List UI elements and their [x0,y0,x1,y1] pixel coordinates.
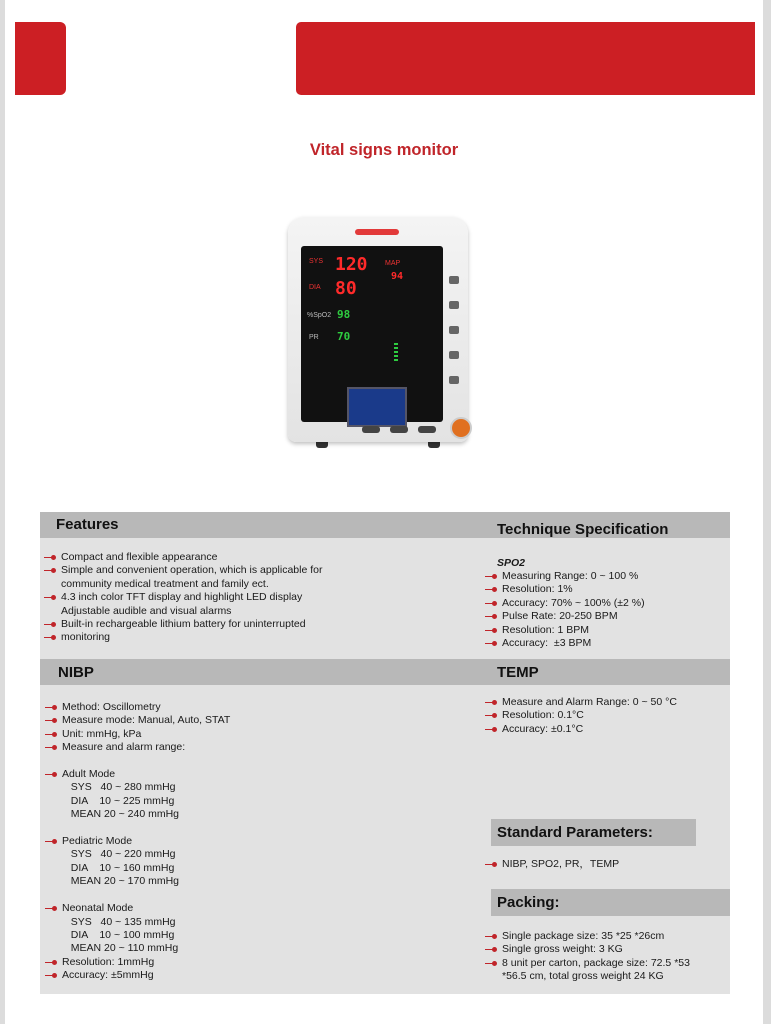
nibp-line: Measure mode: Manual, Auto, STAT [50,714,230,727]
nibp-line: MEAN 20 ~ 170 mmHg [62,875,180,888]
technique-title: Technique Specification [497,521,669,538]
nibp-line: Resolution: 1mmHg [50,956,230,969]
device-foot-left [316,442,328,448]
nibp-header-bar [40,659,730,685]
nibp-line: Neonatal Mode [50,902,230,915]
technique-line: Resolution: 1 BPM [490,624,645,637]
device-bottom-button [362,426,380,433]
standard-list [490,858,619,871]
nibp-list [50,701,230,983]
device-bottom-button [418,426,436,433]
device-side-button [449,351,459,359]
technique-line: Accuracy: ±3 BPM [490,637,645,650]
device-dia-value: 80 [335,278,357,299]
nibp-line: Unit: mmHg, kPa [50,728,230,741]
device-pr-value: 70 [337,330,351,343]
technique-line: Resolution: 1% [490,583,645,596]
packing-line: Single gross weight: 3 KG [490,943,690,956]
device-side-button [449,301,459,309]
temp-line: Resolution: 0.1°C [490,709,677,722]
nibp-line [50,822,230,835]
packing-line: Single package size: 35 *25 *26cm [490,930,690,943]
standard-line: NIBP, SPO2, PR，TEMP [490,858,619,871]
features-line: 4.3 inch color TFT display and highlight LED display [49,591,323,604]
device-sys-value: 120 [335,254,368,275]
technique-subtitle: SPO2 [497,557,526,569]
nibp-line [50,889,230,902]
nibp-line [50,755,230,768]
device-side-buttons [449,276,459,401]
device-sys-label: SYS [309,258,324,265]
nibp-line: SYS 40 ~ 220 mmHg [62,848,176,861]
features-line: Compact and flexible appearance [49,551,323,564]
nibp-line: MEAN 20 ~ 110 mmHg [62,942,179,955]
nibp-line: SYS 40 ~ 135 mmHg [62,915,176,928]
header-red-banner [296,22,755,95]
device-pr-label: PR [309,334,319,341]
technique-line: Accuracy: 70% ~ 100% (±2 %) [490,597,645,610]
page-title: Vital signs monitor [309,141,459,159]
temp-line: Accuracy: ±0.1°C [490,723,677,736]
nibp-line: DIA 10 ~ 100 mmHg [62,928,175,941]
device-map-value: 94 [391,271,404,282]
nibp-title: NIBP [58,664,94,681]
device-alarm-led [355,229,399,235]
nibp-line: Pediatric Mode [50,835,230,848]
spec-panel [40,512,730,994]
device-screen [301,246,443,422]
packing-line: 8 unit per carton, package size: 72.5 *53 [490,957,690,970]
features-line: Built-in rechargeable lithium battery for uninterrupted [49,618,323,631]
nibp-line: DIA 10 ~ 225 mmHg [62,794,175,807]
technique-line: Pulse Rate: 20-250 BPM [490,610,645,623]
nibp-line: DIA 10 ~ 160 mmHg [62,861,175,874]
device-side-button [449,326,459,334]
device-pulse-bargraph [394,343,398,363]
packing-line: *56.5 cm, total gross weight 24 KG [502,970,664,983]
device-map-label: MAP [385,260,401,267]
device-spo2-label: %SpO2 [307,312,332,319]
device-bottom-button [390,426,408,433]
packing-title: Packing: [497,894,560,911]
features-line: Simple and convenient operation, which is applicable for [49,564,323,577]
nibp-line: Method: Oscillometry [50,701,230,714]
nibp-line: MEAN 20 ~ 240 mmHg [62,808,180,821]
technique-list [490,570,645,650]
device-spo2-value: 98 [337,308,351,321]
standard-title: Standard Parameters: [497,824,653,841]
features-list [49,551,323,645]
nibp-line: Measure and alarm range: [50,741,230,754]
nibp-line: Accuracy: ±5mmHg [50,969,230,982]
monitor-device-image [288,217,468,449]
features-line: monitoring [49,631,323,644]
nibp-line: Adult Mode [50,768,230,781]
features-line: community medical treatment and family ect. [61,577,269,590]
header-red-block-left [15,22,66,95]
device-tft-display [347,387,407,427]
device-power-knob [450,417,472,439]
temp-list [490,696,677,736]
temp-line: Measure and Alarm Range: 0 ~ 50 °C [490,696,677,709]
technique-line: Measuring Range: 0 ~ 100 % [490,570,645,583]
features-title: Features [56,516,119,533]
temp-title: TEMP [497,664,539,681]
device-foot-right [428,442,440,448]
nibp-line: SYS 40 ~ 280 mmHg [62,781,176,794]
packing-list [490,930,690,984]
device-side-button [449,276,459,284]
device-dia-label: DIA [309,284,321,291]
page [5,0,763,1024]
features-line: Adjustable audible and visual alarms [61,604,232,617]
device-side-button [449,376,459,384]
